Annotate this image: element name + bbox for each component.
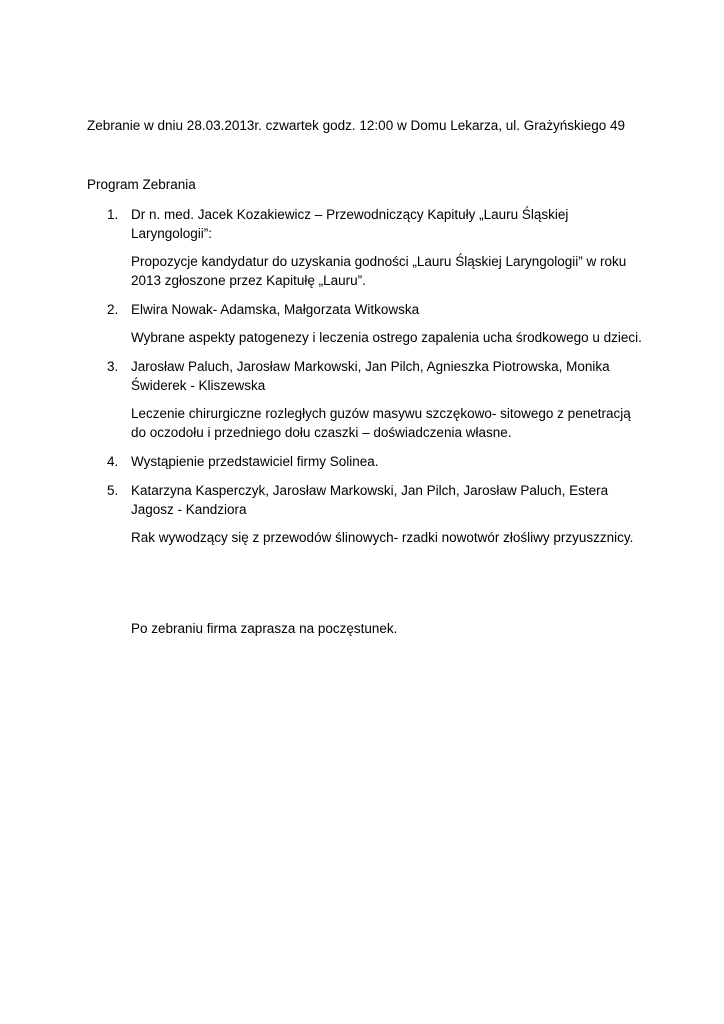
agenda-item-topic: Wybrane aspekty patogenezy i leczenia ostrego zapalenia ucha środkowego u dzieci. (131, 330, 642, 345)
agenda-item-2 (87, 300, 647, 347)
agenda-item-speaker: Katarzyna Kasperczyk, Jarosław Markowski, Jan Pilch, Jarosław Paluch, Estera Jagosz - Kandziora (131, 483, 609, 517)
agenda-item-3 (87, 357, 647, 442)
agenda-item-speaker: Jarosław Paluch, Jarosław Markowski, Jan Pilch, Agnieszka Piotrowska, Monika Świderek - Kliszewska (131, 359, 610, 393)
agenda-item-speaker: Dr n. med. Jacek Kozakiewicz – Przewodniczący Kapituły „Lauru Śląskiej Laryngologii”: (131, 207, 569, 241)
program-title: Program Zebrania (87, 177, 196, 192)
agenda-item-4 (87, 452, 647, 471)
agenda-item-topic: Leczenie chirurgiczne rozległych guzów masywu szczękowo- sitowego z penetracją do oczodołu i przedniego dołu czaszki – doświadczenia własne. (131, 406, 631, 440)
meeting-header: Zebranie w dniu 28.03.2013r. czwartek godz. 12:00 w Domu Lekarza, ul. Grażyńskiego 49 (87, 118, 626, 133)
agenda-item-topic: Propozycje kandydatur do uzyskania godności „Lauru Śląskiej Laryngologii” w roku 2013 zgłoszone przez Kapitułę „Lauru”. (131, 254, 627, 288)
agenda-list (87, 205, 647, 547)
agenda-item-topic: Rak wywodzący się z przewodów ślinowych- rzadki nowotwór złośliwy przyuszznicy. (131, 530, 634, 545)
agenda-item-number: 5. (107, 483, 119, 498)
agenda-item-number: 1. (107, 207, 119, 222)
closing-note: Po zebraniu firma zaprasza na poczęstunek. (131, 621, 398, 636)
agenda-item-number: 4. (107, 454, 119, 469)
agenda-item-5 (87, 481, 647, 547)
agenda-item-number: 2. (107, 302, 119, 317)
agenda-item-speaker: Elwira Nowak- Adamska, Małgorzata Witkowska (131, 302, 420, 317)
agenda-item-speaker: Wystąpienie przedstawiciel firmy Solinea. (131, 454, 379, 469)
agenda-item-1 (87, 205, 647, 290)
agenda-item-number: 3. (107, 359, 119, 374)
